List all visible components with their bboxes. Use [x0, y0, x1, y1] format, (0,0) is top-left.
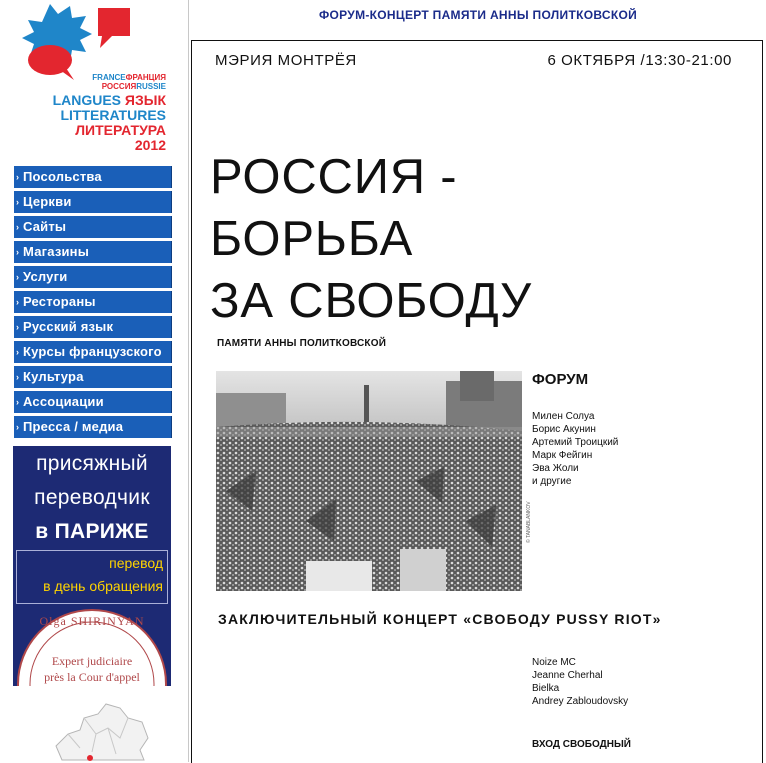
performer: Bielka	[532, 683, 560, 694]
nav-item-services[interactable]	[14, 266, 172, 288]
nav-item-press-media[interactable]	[14, 416, 172, 438]
main-content	[188, 0, 766, 762]
performer: Andrey Zabloudovsky	[532, 696, 629, 707]
event-poster	[191, 40, 763, 763]
nav-item-label: Церкви	[23, 194, 72, 209]
ad-line-1: присяжный	[36, 452, 148, 475]
chevron-right-icon: ›	[16, 397, 20, 407]
chevron-right-icon: ›	[16, 172, 20, 182]
logo-yazyk: ЯЗЫК	[124, 92, 166, 108]
ad-box-line-2: в день обращения	[43, 578, 163, 594]
concert-performers	[532, 656, 628, 708]
headline-line-2: БОРЬБА	[210, 212, 414, 266]
participant: и другие	[532, 476, 572, 487]
headline-line-3: ЗА СВОБОДУ	[210, 274, 532, 328]
nav-item-label: Культура	[23, 369, 84, 384]
seal-line-1: Expert judiciaire	[51, 654, 133, 668]
performer: Noize MC	[532, 657, 576, 668]
headline-line-1: РОССИЯ -	[210, 150, 458, 204]
participant: Эва Жоли	[532, 463, 579, 474]
crowd-photo-image	[216, 371, 522, 591]
sidebar-nav	[14, 166, 172, 441]
logo-rossia: РОССИЯ	[101, 82, 137, 91]
performer: Jeanne Cherhal	[532, 670, 603, 681]
forum-participants	[532, 410, 618, 488]
logo-francia: ФРАНЦИЯ	[125, 73, 166, 82]
poster-subtitle: ПАМЯТИ АННЫ ПОЛИТКОВСКОЙ	[217, 338, 387, 349]
participant: Борис Акунин	[532, 424, 596, 435]
nav-item-label: Ассоциации	[23, 394, 104, 409]
france-map-icon[interactable]	[8, 694, 172, 762]
ad-offer-box	[16, 550, 168, 604]
crowd-photo	[216, 371, 522, 591]
nav-item-french-courses[interactable]	[14, 341, 172, 363]
photo-credit: © TANABLANKOV	[526, 501, 532, 543]
ad-line-3: в ПАРИЖЕ	[35, 520, 149, 543]
nav-item-label: Курсы французского	[23, 344, 162, 359]
nav-item-churches[interactable]	[14, 191, 172, 213]
chevron-right-icon: ›	[16, 347, 20, 357]
chevron-right-icon: ›	[16, 272, 20, 282]
chevron-right-icon: ›	[16, 422, 20, 432]
chevron-right-icon: ›	[16, 222, 20, 232]
nav-item-label: Русский язык	[23, 319, 114, 334]
nav-item-restaurants[interactable]	[14, 291, 172, 313]
ad-box-line-1: перевод	[109, 555, 163, 571]
chevron-right-icon: ›	[16, 372, 20, 382]
court-expert-seal	[13, 604, 171, 686]
speech-bubbles-icon	[14, 0, 172, 80]
participant: Марк Фейгин	[532, 450, 593, 461]
logo-france: FRANCE	[92, 73, 126, 82]
nav-item-label: Рестораны	[23, 294, 96, 309]
logo-literatura: ЛИТЕРАТУРА	[75, 122, 166, 138]
poster-venue: МЭРИЯ МОНТРЁЯ	[215, 52, 357, 69]
logo-litteratures: LITTERATURES	[60, 107, 166, 123]
nav-item-shops[interactable]	[14, 241, 172, 263]
participant: Милен Солуа	[532, 411, 595, 422]
nav-item-label: Магазины	[23, 244, 90, 259]
nav-item-embassies[interactable]	[14, 166, 172, 188]
chevron-right-icon: ›	[16, 297, 20, 307]
logo-russie: RUSSIE	[136, 82, 166, 91]
sidebar	[0, 0, 180, 762]
nav-item-culture[interactable]	[14, 366, 172, 388]
nav-item-associations[interactable]	[14, 391, 172, 413]
translator-ad-banner[interactable]	[13, 446, 171, 686]
participant: Артемий Троицкий	[532, 437, 619, 448]
nav-item-sites[interactable]	[14, 216, 172, 238]
chevron-right-icon: ›	[16, 247, 20, 257]
seal-name: Olga SHIRINYAN	[39, 614, 145, 628]
concert-title: ЗАКЛЮЧИТЕЛЬНЫЙ КОНЦЕРТ «СВОБОДУ PUSSY RIOT»	[218, 611, 662, 627]
page-title: ФОРУМ-КОНЦЕРТ ПАМЯТИ АННЫ ПОЛИТКОВСКОЙ	[318, 8, 637, 22]
seal-line-2: près la Cour d'appel	[44, 670, 140, 684]
logo-year: 2012	[134, 137, 166, 153]
chevron-right-icon: ›	[16, 322, 20, 332]
nav-item-label: Сайты	[23, 219, 67, 234]
nav-item-label: Пресса / медиа	[23, 419, 124, 434]
free-entry-note: ВХОД СВОБОДНЫЙ	[532, 739, 631, 750]
nav-item-russian-language[interactable]	[14, 316, 172, 338]
nav-item-label: Услуги	[23, 269, 68, 284]
chevron-right-icon: ›	[16, 197, 20, 207]
poster-date: 6 ОКТЯБРЯ /13:30-21:00	[547, 52, 732, 69]
festival-logo[interactable]	[14, 0, 172, 158]
forum-title: ФОРУМ	[532, 371, 589, 388]
ad-line-2: переводчик	[34, 486, 150, 509]
nav-item-label: Посольства	[23, 169, 102, 184]
logo-langues: LANGUES	[52, 92, 122, 108]
